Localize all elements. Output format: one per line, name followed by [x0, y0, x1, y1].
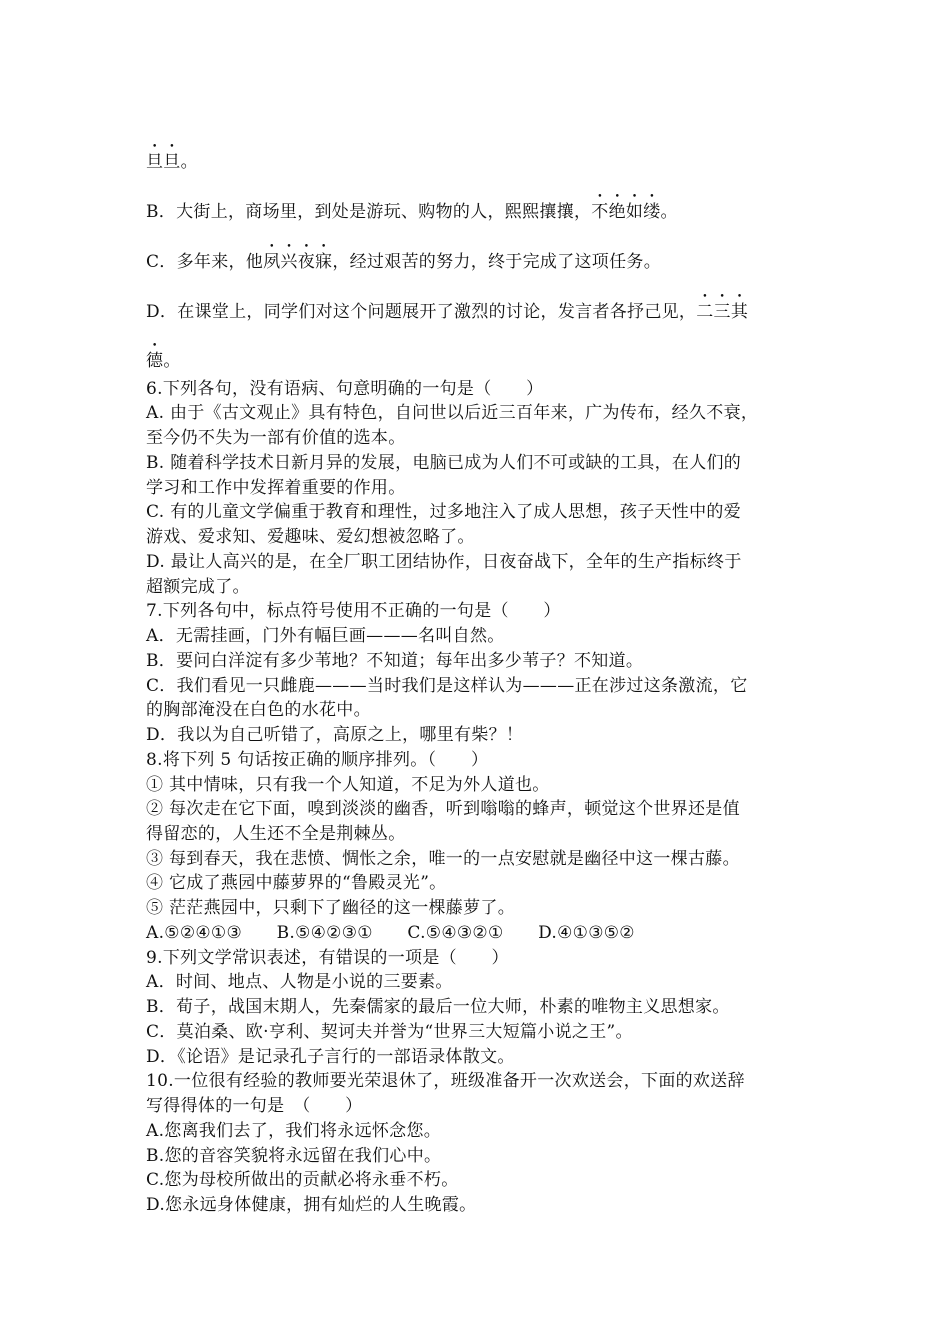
q6-option-a-line1: A. 由于《古文观止》具有特色，自问世以后近三百年来，广为传布，经久不衰，: [146, 403, 759, 423]
q6-option-d-line2: 超额完成了。: [146, 577, 250, 597]
q7-option-c-line2: 的胸部淹没在白色的水花中。: [146, 700, 371, 720]
q9-option-c: C．莫泊桑、欧·亨利、契诃夫并誉为“世界三大短篇小说之王”。: [146, 1022, 633, 1042]
q8-sentence-3: ③ 每到春天，我在悲愤、惆怅之余，唯一的一点安慰就是幽径中这一棵古藤。: [146, 849, 740, 869]
q5-option-d-line2: 德。: [146, 351, 181, 371]
q9-stem: 9.下列文学常识表述，有错误的一项是（ ）: [146, 948, 509, 968]
emphasized-text: 旦旦: [146, 152, 181, 172]
q6-option-b-line1: B. 随着科学技术日新月异的发展，电脑已成为人们不可或缺的工具，在人们的: [146, 453, 742, 473]
emphasized-text: 夙兴夜寐: [263, 252, 333, 272]
q10-option-d: D.您永远身体健康，拥有灿烂的人生晚霞。: [146, 1195, 477, 1215]
q9-option-b: B．荀子，战国末期人，先秦儒家的最后一位大师，朴素的唯物主义思想家。: [146, 997, 730, 1017]
q8-sentence-2-line1: ② 每次走在它下面，嗅到淡淡的幽香，听到嗡嗡的蜂声，顿觉这个世界还是值: [146, 799, 740, 819]
q5-option-c: C．多年来，他夙兴夜寐，经过艰苦的努力，终于完成了这项任务。: [146, 252, 662, 272]
q8-sentence-2-line2: 得留恋的，人生还不全是荆棘丛。: [146, 824, 406, 844]
emphasized-text: 二三其: [696, 302, 749, 322]
q8-options: A.⑤②④①③ B.⑤④②③① C.⑤④③②① D.④①③⑤②: [146, 923, 635, 943]
q6-option-a-line2: 至今仍不失为一部有价值的选本。: [146, 428, 406, 448]
q5-option-b: B．大街上，商场里，到处是游玩、购物的人，熙熙攘攘，不绝如缕。: [146, 202, 678, 222]
q6-option-b-line2: 学习和工作中发挥着重要的作用。: [146, 478, 406, 498]
q7-option-b: B．要问白洋淀有多少苇地？不知道；每年出多少苇子？不知道。: [146, 651, 644, 671]
q10-option-a: A.您离我们去了，我们将永远怀念您。: [146, 1121, 442, 1141]
q7-option-d: D．我以为自己听错了，高原之上，哪里有柴？！: [146, 725, 524, 745]
q5-option-a-tail: 旦旦。: [146, 152, 198, 172]
emphasized-text: 不绝如缕: [591, 202, 661, 222]
emphasized-text: 德: [146, 351, 164, 371]
q8-stem: 8.将下列 5 句话按正确的顺序排列。（ ）: [146, 750, 489, 770]
q8-sentence-4: ④ 它成了燕园中藤萝界的“鲁殿灵光”。: [146, 873, 447, 893]
q10-option-b: B.您的音容笑貌将永远留在我们心中。: [146, 1146, 442, 1166]
q6-option-d-line1: D. 最让人高兴的是，在全厂职工团结协作，日夜奋战下，全年的生产指标终于: [146, 552, 742, 572]
q8-sentence-5: ⑤ 茫茫燕园中，只剩下了幽径的这一棵藤萝了。: [146, 898, 516, 918]
q10-option-c: C.您为母校所做出的贡献必将永垂不朽。: [146, 1170, 459, 1190]
q9-option-a: A．时间、地点、人物是小说的三要素。: [146, 972, 453, 992]
q8-sentence-1: ① 其中情味，只有我一个人知道，不足为外人道也。: [146, 775, 550, 795]
q7-stem: 7.下列各句中，标点符号使用不正确的一句是（ ）: [146, 601, 561, 621]
q5-option-d-line1: D．在课堂上，同学们对这个问题展开了激烈的讨论，发言者各抒己见，二三其: [146, 302, 749, 322]
q9-option-d: D．《论语》是记录孔子言行的一部语录体散文。: [146, 1047, 515, 1067]
q6-option-c-line2: 游戏、爱求知、爱趣味、爱幻想被忽略了。: [146, 527, 475, 547]
q6-stem: 6.下列各句，没有语病、句意明确的一句是（ ）: [146, 379, 544, 399]
q10-stem-line1: 10.一位很有经验的教师要光荣退休了，班级准备开一次欢送会，下面的欢送辞: [146, 1071, 745, 1091]
q10-stem-line2: 写得得体的一句是 （ ）: [146, 1096, 363, 1116]
q7-option-a: A．无需挂画，门外有幅巨画———名叫自然。: [146, 626, 505, 646]
q7-option-c-line1: C．我们看见一只雌鹿———当时我们是这样认为———正在涉过这条激流，它: [146, 676, 748, 696]
q6-option-c-line1: C. 有的儿童文学偏重于教育和理性，过多地注入了成人思想，孩子天性中的爱: [146, 502, 742, 522]
